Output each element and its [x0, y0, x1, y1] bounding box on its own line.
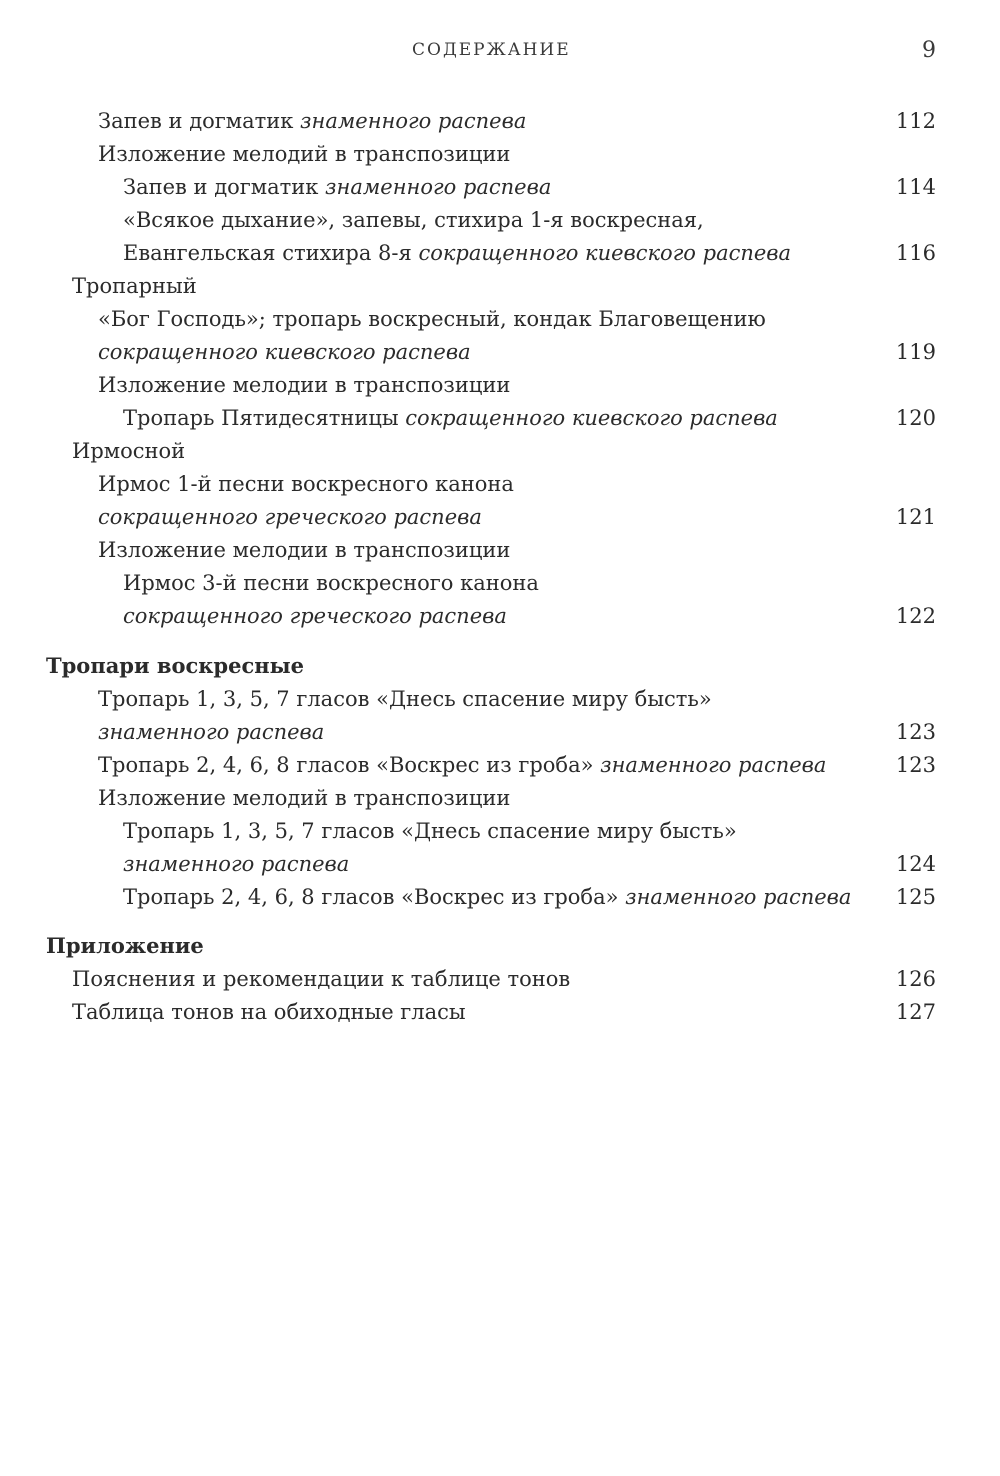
toc-entry: Ирмос 1-й песни воскресного канона [98, 472, 514, 496]
toc-page-number: 120 [895, 406, 936, 430]
toc-page-number: 121 [895, 505, 936, 529]
toc-page-number: 125 [895, 885, 936, 909]
toc-entry: Тропарь 1, 3, 5, 7 гласов «Днесь спасение миру бысть» [98, 687, 712, 711]
toc-entry: Изложение мелодий в транспозиции [98, 142, 511, 166]
toc-page-number: 114 [895, 175, 936, 199]
toc-entry: сокращенного греческого распева 122 [0, 600, 936, 632]
toc-entry: Тропарный [72, 274, 197, 298]
toc-section-heading: Приложение [46, 933, 204, 958]
toc-entry: Ирмос 3-й песни воскресного канона [123, 571, 539, 595]
toc-entry: Запев и догматик знаменного распева 112 [0, 105, 936, 137]
toc-page-number: 112 [895, 109, 936, 133]
toc-page-number: 119 [895, 340, 936, 364]
page-number: 9 [922, 38, 936, 63]
running-title: СОДЕРЖАНИЕ [412, 40, 571, 60]
toc-entry: Изложение мелодии в транспозиции [98, 373, 511, 397]
toc-entry: Тропарь 2, 4, 6, 8 гласов «Воскрес из гроба» знаменного распева 125 [0, 881, 936, 913]
toc-entry: Тропарь 1, 3, 5, 7 гласов «Днесь спасение миру бысть» [123, 819, 737, 843]
toc-page-number: 122 [895, 604, 936, 628]
toc-entry: сокращенного греческого распева 121 [0, 501, 936, 533]
toc-section-heading: Тропари воскресные [46, 653, 305, 678]
toc-entry: Тропарь 2, 4, 6, 8 гласов «Воскрес из гроба» знаменного распева 123 [0, 749, 936, 781]
toc-page-number: 123 [895, 753, 936, 777]
toc-entry: Евангельская стихира 8-я сокращенного киевского распева 116 [0, 237, 936, 269]
toc-entry: Ирмосной [72, 439, 186, 463]
toc-page-number: 126 [895, 967, 936, 991]
toc-page-number: 123 [895, 720, 936, 744]
toc-entry: Изложение мелодий в транспозиции [98, 786, 511, 810]
toc-page-number: 124 [895, 852, 936, 876]
toc-page-number: 127 [895, 1000, 936, 1024]
toc-entry: Запев и догматик знаменного распева 114 [0, 171, 936, 203]
toc-entry: Пояснения и рекомендации к таблице тонов 126 [0, 963, 936, 995]
toc-entry: Тропарь Пятидесятницы сокращенного киевского распева 120 [0, 402, 936, 434]
toc-entry: «Всякое дыхание», запевы, стихира 1-я воскресная, [123, 208, 704, 232]
toc-entry: Таблица тонов на обиходные гласы 127 [0, 996, 936, 1028]
toc-entry: знаменного распева 124 [0, 848, 936, 880]
toc-entry: сокращенного киевского распева 119 [0, 336, 936, 368]
toc-page-number: 116 [895, 241, 936, 265]
toc-entry: «Бог Господь»; тропарь воскресный, кондак Благовещению [98, 307, 766, 331]
toc-entry: знаменного распева 123 [0, 716, 936, 748]
toc-entry: Изложение мелодии в транспозиции [98, 538, 511, 562]
